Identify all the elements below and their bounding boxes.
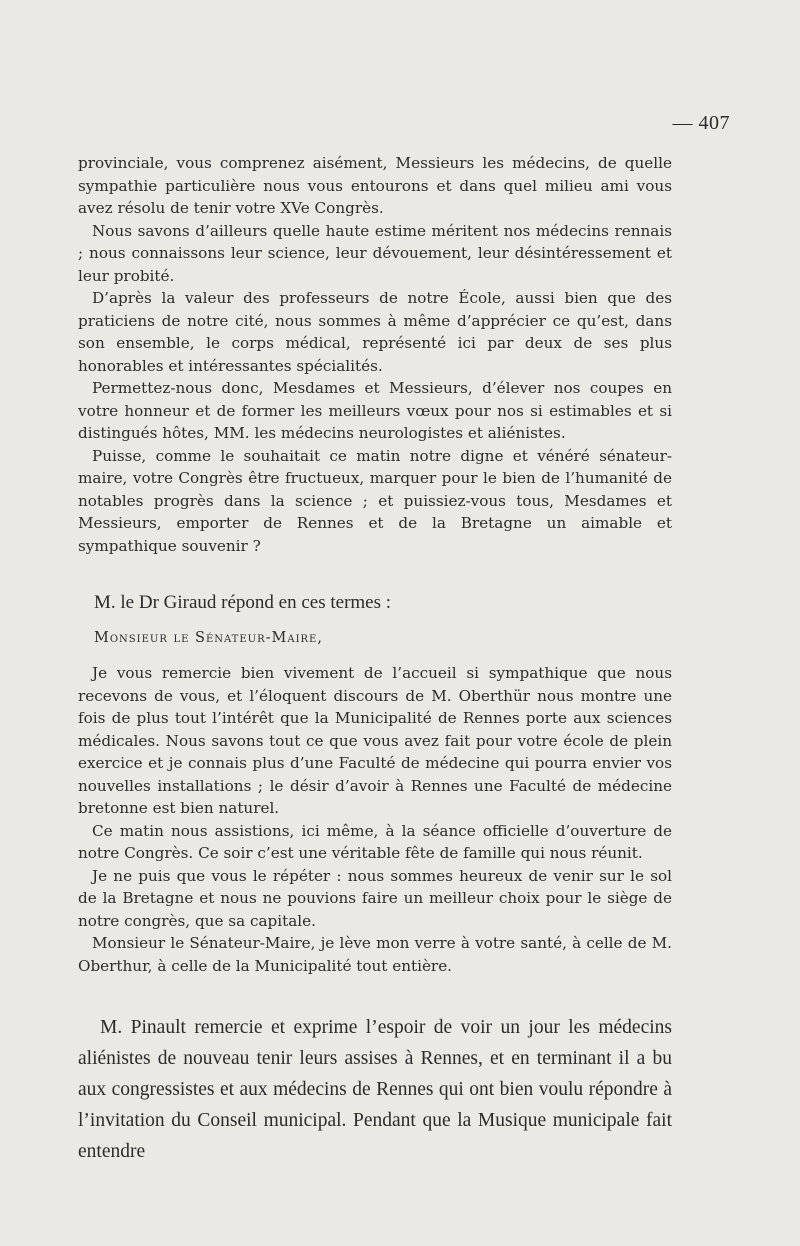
- paragraph: Monsieur le Sénateur-Maire, je lève mon verre à votre santé, à celle de M. Oberthur, à celle de la Municipalité tout entière.: [78, 934, 672, 975]
- paragraph: Je vous remercie bien vivement de l’accueil si sympathique que nous recevons de vous, et l’éloquent discours de M. Oberthür nous montre une fois de plus tout l’intérêt que la Municipalité de Rennes porte aux sciences médicales. Nous savons tout ce que vous avez fait pour votre école de plein exercice et je connais plus d’une Faculté de médecine qui pourra envier vos nouvelles installations ; le désir d’avoir à Rennes une Faculté de médecine bretonne est bien naturel.: [78, 664, 672, 817]
- paragraph: Nous savons d’ailleurs quelle haute estime méritent nos médecins rennais ; nous connaissons leur science, leur dévouement, leur désintéressement et leur probité.: [78, 221, 672, 285]
- reply-text: [78, 662, 672, 977]
- paragraph: Permettez-nous donc, Mesdames et Messieurs, d’élever nos coupes en votre honneur et de former les meilleurs vœux pour nos si estimables et si distingués hôtes, MM. les médecins neurologistes et aliénistes.: [78, 379, 672, 442]
- speaker-intro: M. le Dr Giraud répond en ces termes :: [94, 592, 392, 613]
- paragraph: provinciale, vous comprenez aisément, Messieurs les médecins, de quelle sympathie particulière nous vous entourons et dans quel milieu ami vous avez résolu de tenir votre XVe Congrès.: [78, 154, 672, 217]
- paragraph: D’après la valeur des professeurs de notre École, aussi bien que des praticiens de notre cité, nous sommes à même d’apprécier ce qu’est, dans son ensemble, le corps médical, représenté ici par deux de ses plus honorables et intéressantes spécialités.: [78, 289, 672, 375]
- paragraph: Ce matin nous assistions, ici même, à la séance officielle d’ouverture de notre Congrès. Ce soir c’est une véritable fête de famille qui nous réunit.: [78, 821, 672, 862]
- salutation: Monsieur le Sénateur-Maire,: [94, 630, 323, 646]
- toast-text: [78, 152, 672, 557]
- paragraph: Puisse, comme le souhaitait ce matin notre digne et vénéré sénateur-maire, votre Congrès être fructueux, marquer pour le bien de l’humanité de notables progrès dans la science ; et puissiez-vous tous, Mesdames et Messieurs, emporter de Rennes et de la Bretagne un aimable et sympathique souvenir ?: [78, 446, 672, 555]
- page-number: — 407: [672, 112, 730, 134]
- paragraph: Je ne puis que vous le répéter : nous sommes heureux de venir sur le sol de la Bretagne et nous ne pouvions faire un meilleur choix pour le siège de notre congrès, que sa capitale.: [78, 866, 672, 930]
- closing-text: [78, 1012, 672, 1167]
- paragraph: M. Pinault remercie et exprime l’espoir de voir un jour les médecins aliénistes de nouveau tenir leurs assises à Rennes, et en terminant il a bu aux congressistes et aux médecins de Rennes qui ont bien voulu répondre à l’invitation du Conseil municipal. Pendant que la Musique municipale fait entendre: [78, 1017, 672, 1162]
